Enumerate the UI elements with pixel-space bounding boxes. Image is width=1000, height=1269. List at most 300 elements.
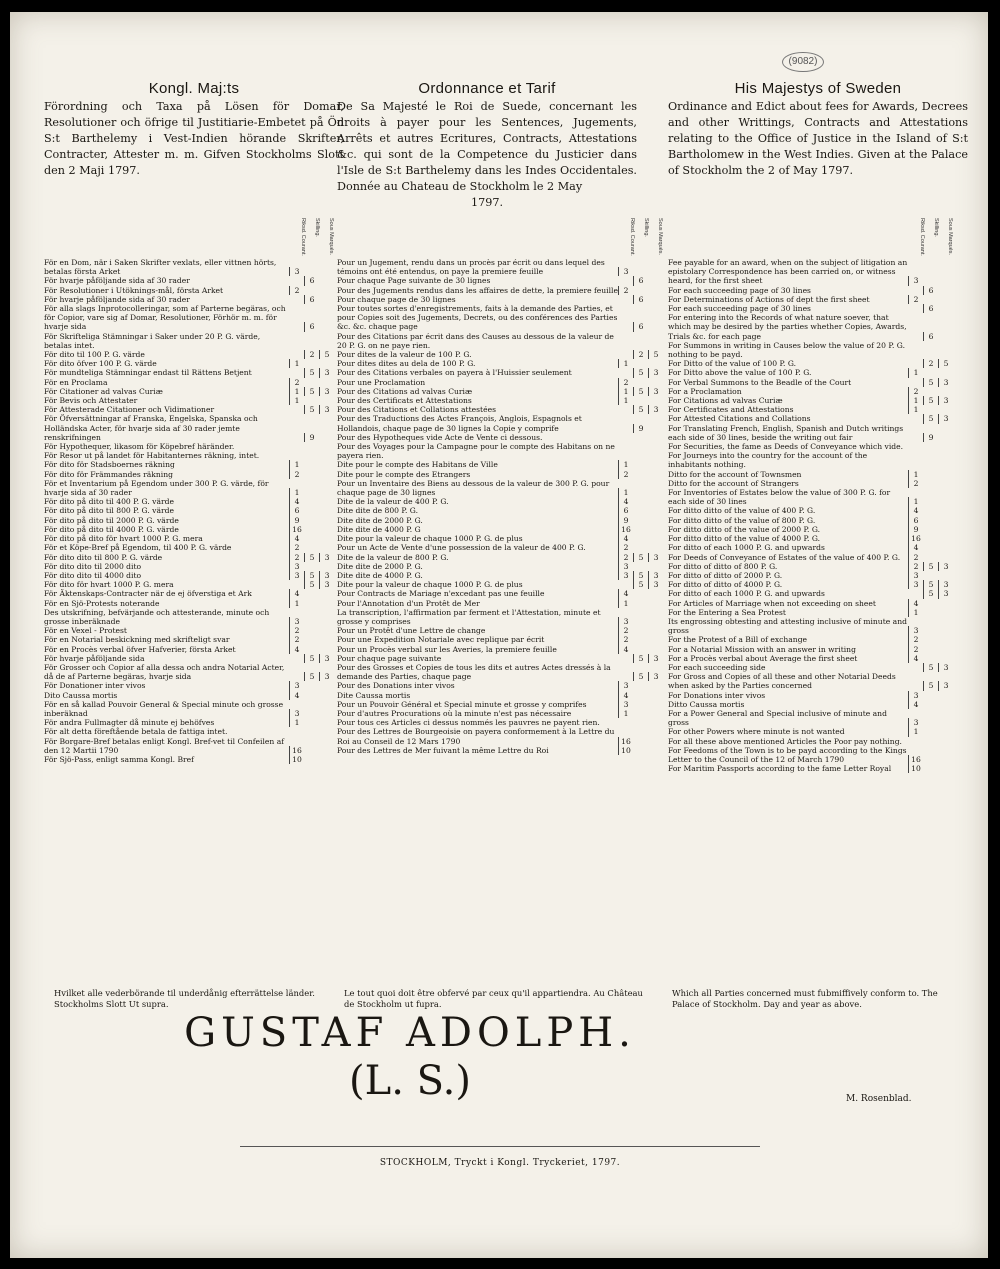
fee-row xyxy=(668,608,953,617)
fee-description: För alt detta föreftående betala de fattiga intet. xyxy=(44,727,228,737)
fee-amount: 3 xyxy=(938,580,953,589)
fee-description: För et Inventarium på Egendom under 300 P. G. värde, för hvarje sida af 30 rader xyxy=(44,478,269,498)
fee-row xyxy=(44,405,334,414)
fee-description: Pour tous ces Articles ci dessus nommés les pauvres ne payent rien. xyxy=(337,718,600,728)
fee-amount: 4 xyxy=(289,534,304,543)
fee-description: For ditto of each 1000 P. G. and upwards xyxy=(668,543,825,553)
english-header xyxy=(668,80,968,179)
fee-row xyxy=(44,516,334,525)
fee-amount: 5 xyxy=(923,589,938,598)
fee-row xyxy=(668,506,953,515)
fee-row xyxy=(668,543,953,552)
fee-description: Pour des Lettres de Bourgeoisie on payera conformement à la Lettre du Roi au Conseil de 12 Mars 1790 xyxy=(337,727,615,746)
fee-description: Pour un Protêt d'une Lettre de change xyxy=(337,626,486,636)
fee-amount: 4 xyxy=(618,497,633,506)
fee-row xyxy=(668,525,953,534)
fee-description: Pour chaque page de 30 lignes xyxy=(337,294,456,304)
english-fee-table xyxy=(668,218,953,773)
fee-amount: 3 xyxy=(908,571,923,580)
fee-row xyxy=(337,497,663,506)
fee-row xyxy=(337,589,663,598)
fee-description: För Resolutioner i Utöknings-mål, första Arket xyxy=(44,285,224,295)
fee-description: For Ditto of the value of 100 P. G. xyxy=(668,359,797,369)
fee-amount: 3 xyxy=(319,571,334,580)
fee-row xyxy=(44,332,334,350)
fee-amount: 2 xyxy=(633,350,648,359)
french-intro: De Sa Majesté le Roi de Suede, concernant les droits à payer pour les Sentences, Jugements, Arrêts et autres Ecritures, Contracts, Attestations &c. qui sont de la Competence du Justicier dans l'Isle de S:t Barthelemy dans les Indes Occidentales. Donnée au Chateau de Stockholm le 2 May 1797. xyxy=(337,100,637,209)
fee-amount: 6 xyxy=(923,332,938,341)
fee-amount: 1 xyxy=(908,497,923,506)
fee-description: For Certificates and Attestations xyxy=(668,405,794,415)
fee-description: Pour chaque page suivante xyxy=(337,653,442,663)
fee-amount: 2 xyxy=(304,350,319,359)
fee-description: Dite pour la valeur de chaque 1000 P. G. de plus xyxy=(337,580,523,590)
fee-description: För en Proclama xyxy=(44,377,108,387)
fee-row xyxy=(668,368,953,377)
fee-description: For Citations ad valvas Curiæ xyxy=(668,396,783,406)
fee-description: For ditto ditto of the value of 800 P. G. xyxy=(668,515,816,525)
fee-row xyxy=(44,755,334,764)
fee-description: För dito för Främmandes räkning xyxy=(44,469,173,479)
fee-amount: 6 xyxy=(923,304,938,313)
fee-description: For ditto of each 1000 P. G. and upwards xyxy=(668,589,825,599)
fee-amount: 5 xyxy=(633,580,648,589)
fee-amount: 5 xyxy=(648,350,663,359)
fee-description: For Summons in writing in Causes below the value of 20 P. G. nothing to be payd. xyxy=(668,340,905,360)
fee-amount: 5 xyxy=(923,396,938,405)
fee-row xyxy=(668,635,953,644)
fee-description: För dito dito til 800 P. G. värde xyxy=(44,552,163,562)
fee-row xyxy=(668,424,953,442)
fee-amount: 3 xyxy=(648,571,663,580)
fee-amount: 3 xyxy=(938,414,953,423)
fee-description: Dite dite de 800 P. G. xyxy=(337,506,419,516)
fee-row xyxy=(668,534,953,543)
fee-description: For a Procès verbal about Average the first sheet xyxy=(668,653,858,663)
fee-amount: 16 xyxy=(908,534,923,543)
fee-row xyxy=(337,700,663,709)
column-header: Skilling. xyxy=(314,218,320,237)
fee-amount: 5 xyxy=(304,654,319,663)
fee-row xyxy=(668,737,953,746)
column-header: Riksd. Courant. xyxy=(629,218,635,256)
fee-amount: 3 xyxy=(289,562,304,571)
fee-amount: 3 xyxy=(908,626,923,635)
royal-signature: GUSTAF ADOLPH. xyxy=(184,1010,636,1056)
fee-row xyxy=(44,645,334,654)
fee-description: För Sjö-Pass, enligt samma Kongl. Bref xyxy=(44,754,194,764)
french-fee-table xyxy=(337,218,663,755)
fee-row xyxy=(668,304,953,313)
fee-row xyxy=(337,433,663,442)
fee-amount: 2 xyxy=(289,378,304,387)
fee-amount: 3 xyxy=(289,571,304,580)
fee-amount: 3 xyxy=(648,368,663,377)
divider xyxy=(240,1146,760,1147)
fee-description: För andra Fullmagter då minute ej behöfves xyxy=(44,718,215,728)
fee-row xyxy=(337,332,663,350)
fee-description: För Öfversättningar af Franska, Engelska, Spanska och Holländska Acter, för hvarje sida af 30 rader jemte renskrifningen xyxy=(44,414,258,442)
fee-row xyxy=(668,663,953,672)
fee-amount: 3 xyxy=(938,378,953,387)
fee-amount: 6 xyxy=(289,506,304,515)
fee-description: Pour l'Annotation d'un Protêt de Mer xyxy=(337,598,480,608)
fee-amount: 4 xyxy=(908,654,923,663)
fee-amount: 1 xyxy=(289,460,304,469)
secretary-signature: M. Rosenblad. xyxy=(846,1094,912,1104)
fee-amount: 1 xyxy=(908,396,923,405)
fee-amount: 5 xyxy=(633,387,648,396)
fee-amount: 6 xyxy=(304,322,319,331)
fee-row xyxy=(337,608,663,626)
fee-amount: 5 xyxy=(923,580,938,589)
fee-description: För Äktenskaps-Contracter när de ej öfverstiga et Ark xyxy=(44,589,252,599)
column-headers xyxy=(668,218,953,258)
fee-description: For Determinations of Actions of dept the first sheet xyxy=(668,294,870,304)
column-header: Skilling. xyxy=(933,218,939,237)
fee-amount: 5 xyxy=(923,378,938,387)
catalog-stamp: (9082) xyxy=(782,52,824,72)
fee-description: For Verbal Summons to the Beadle of the Court xyxy=(668,377,852,387)
fee-row xyxy=(44,451,334,460)
fee-amount: 3 xyxy=(938,562,953,571)
fee-amount: 3 xyxy=(938,396,953,405)
fee-row xyxy=(44,479,334,497)
fee-amount: 3 xyxy=(618,617,633,626)
fee-amount: 10 xyxy=(908,764,923,773)
fee-amount: 3 xyxy=(618,562,633,571)
fee-row xyxy=(337,396,663,405)
fee-amount: 2 xyxy=(618,286,633,295)
fee-description: Pour un Procès verbal sur les Averies, la premiere feuille xyxy=(337,644,557,654)
fee-amount: 3 xyxy=(319,368,334,377)
fee-amount: 1 xyxy=(908,727,923,736)
column-header: Sous Marqués. xyxy=(328,218,334,255)
fee-amount: 6 xyxy=(633,276,648,285)
fee-description: For entering into the Records of what nature soever, that which may be desired by the parties whether Copies, Awards, Trials &c. for each page xyxy=(668,313,907,341)
fee-amount: 3 xyxy=(618,681,633,690)
fee-description: För en Sjö-Protests noterande xyxy=(44,598,160,608)
fee-row xyxy=(668,553,953,562)
fee-amount: 2 xyxy=(289,543,304,552)
fee-description: For each succeeding page of 30 lines xyxy=(668,304,811,314)
fee-row xyxy=(668,617,953,635)
fee-row xyxy=(337,350,663,359)
fee-amount: 16 xyxy=(289,746,304,755)
fee-amount: 6 xyxy=(923,286,938,295)
fee-row xyxy=(44,506,334,515)
fee-amount: 2 xyxy=(908,479,923,488)
fee-description: För dito på dito til 800 P. G. värde xyxy=(44,506,174,516)
fee-row xyxy=(668,580,953,589)
fee-amount: 3 xyxy=(908,580,923,589)
fee-amount: 2 xyxy=(618,553,633,562)
fee-amount: 16 xyxy=(289,525,304,534)
fee-description: For Attested Citations and Collations xyxy=(668,414,811,424)
swedish-closing: Hvilket alle vederbörande til underdånig efterrättelse länder. Stockholms Slott Ut supra. xyxy=(54,988,315,1009)
fee-row xyxy=(668,451,953,469)
fee-amount: 1 xyxy=(289,599,304,608)
fee-amount: 9 xyxy=(908,525,923,534)
fee-amount: 3 xyxy=(319,580,334,589)
fee-amount: 1 xyxy=(908,368,923,377)
fee-description: For the Entering a Sea Protest xyxy=(668,607,786,617)
fee-description: For a Power General and Special inclusive of minute and gross xyxy=(668,708,887,728)
fee-description: För dito för Stadsboernes räkning xyxy=(44,460,175,470)
fee-amount: 3 xyxy=(319,405,334,414)
fee-amount: 4 xyxy=(289,497,304,506)
fee-amount: 4 xyxy=(618,691,633,700)
fee-row xyxy=(337,663,663,681)
fee-row xyxy=(44,580,334,589)
fee-row xyxy=(337,414,663,432)
fee-description: For all these above mentioned Articles the Poor pay nothing. xyxy=(668,736,902,746)
fee-row xyxy=(44,258,334,276)
fee-row xyxy=(44,700,334,718)
fee-amount: 1 xyxy=(618,709,633,718)
fee-row xyxy=(668,286,953,295)
fee-row xyxy=(337,553,663,562)
fee-row xyxy=(668,405,953,414)
fee-row xyxy=(668,516,953,525)
fee-rows xyxy=(44,258,334,764)
fee-description: For a Notarial Mission with an answer in writing xyxy=(668,644,856,654)
fee-row xyxy=(44,681,334,690)
fee-amount: 6 xyxy=(304,276,319,285)
fee-row xyxy=(668,396,953,405)
fee-description: Pour des Grosses et Copies de tous les dits et autres Actes dressés à la demande des Parties, chaque page xyxy=(337,662,611,682)
fee-amount: 5 xyxy=(923,414,938,423)
fee-row xyxy=(337,368,663,377)
fee-row xyxy=(337,709,663,718)
fee-amount: 5 xyxy=(304,580,319,589)
fee-row xyxy=(44,304,334,332)
fee-amount: 4 xyxy=(908,506,923,515)
fee-amount: 1 xyxy=(289,359,304,368)
fee-row xyxy=(337,571,663,580)
fee-row xyxy=(337,378,663,387)
fee-description: Pour des Citations par écrit dans des Causes au dessous de la valeur de 20 P. G. on ne paye rien. xyxy=(337,331,614,350)
fee-amount: 1 xyxy=(618,599,633,608)
fee-row xyxy=(668,727,953,736)
fee-amount: 1 xyxy=(908,608,923,617)
fee-description: Ditto Caussa mortis xyxy=(668,699,745,709)
fee-row xyxy=(44,368,334,377)
column-headers xyxy=(44,218,334,258)
swedish-header xyxy=(44,80,344,179)
fee-row xyxy=(668,562,953,571)
fee-row xyxy=(668,442,953,451)
fee-row xyxy=(44,497,334,506)
fee-description: For Donations inter vivos xyxy=(668,690,766,700)
fee-row xyxy=(44,286,334,295)
fee-description: For ditto ditto of the value of 2000 P. G. xyxy=(668,524,821,534)
fee-row xyxy=(337,258,663,276)
fee-amount: 2 xyxy=(289,470,304,479)
fee-row xyxy=(337,460,663,469)
fee-description: För dito dito til 2000 dito xyxy=(44,561,142,571)
fee-description: För hvarje påföljande sida af 30 rader xyxy=(44,294,190,304)
fee-description: Pour un Jugement, rendu dans un procès par écrit ou dans lequel des témoins ont été entendus, on paye la premiere feuille xyxy=(337,258,605,277)
fee-row xyxy=(44,626,334,635)
fee-amount: 1 xyxy=(289,488,304,497)
fee-description: Dite de la valeur de 800 P. G. xyxy=(337,552,449,562)
fee-description: För alla slags Inprotocolleringar, som af Parterne begäras, och för Copior, vare sig af Domar, Resolutioner, Förhör m. m. för hvarje sida xyxy=(44,304,286,332)
fee-row xyxy=(44,562,334,571)
fee-description: Fee payable for an award, when on the subject of litigation an epistolary Correspondence has been carried on, or witness heard, for the first sheet xyxy=(668,258,908,286)
fee-amount: 4 xyxy=(618,589,633,598)
fee-description: För en så kallad Pouvoir General & Special minute och grosse inberäknad xyxy=(44,699,284,718)
fee-row xyxy=(668,746,953,764)
fee-row xyxy=(337,286,663,295)
column-header: Skilling. xyxy=(643,218,649,237)
fee-description: För et Köpe-Bref på Egendom, til 400 P. G. värde xyxy=(44,543,232,553)
fee-amount: 3 xyxy=(648,580,663,589)
fee-amount: 1 xyxy=(289,396,304,405)
fee-amount: 5 xyxy=(304,387,319,396)
fee-description: Pour Contracts de Mariage n'excedant pas une feuille xyxy=(337,589,545,599)
fee-description: För Attesterade Citationer och Vidimationer xyxy=(44,405,215,415)
swedish-title: Kongl. Maj:ts xyxy=(148,80,240,97)
fee-row xyxy=(337,359,663,368)
french-closing: Le tout quoi doit être obfervé par ceux qu'il appartiendra. Au Château de Stockholm ut fupra. xyxy=(344,988,643,1009)
fee-amount: 9 xyxy=(289,516,304,525)
column-header: Riksd. Courant. xyxy=(300,218,306,256)
printer-line: STOCKHOLM, Tryckt i Kongl. Tryckeriet, 1797. xyxy=(379,1158,621,1168)
fee-description: For ditto of ditto of 800 P. G. xyxy=(668,561,778,571)
fee-amount: 5 xyxy=(633,368,648,377)
fee-row xyxy=(337,470,663,479)
fee-description: Pour des Donations inter vivos xyxy=(337,681,455,691)
fee-amount: 5 xyxy=(633,571,648,580)
fee-description: För dito på dito til 2000 P. G. värde xyxy=(44,515,179,525)
column-header: Sous Marqués. xyxy=(947,218,953,255)
fee-row xyxy=(337,562,663,571)
fee-row xyxy=(44,553,334,562)
swedish-intro: Förordning och Taxa på Lösen för Domar, Resolutioner och öfrige til Justitiarie-Embetet på Ön S:t Barthelemy i Vest-Indien hörande Skrifter, Contracter, Attester m. m. Gifven Stockholms Slott den 2 Maji 1797. xyxy=(44,100,344,177)
fee-amount: 5 xyxy=(923,681,938,690)
fee-amount: 4 xyxy=(289,589,304,598)
fee-description: Pour des Traductions des Actes François, Anglois, Espagnols et Hollandois, chaque page de 30 lignes la Copie y comprife xyxy=(337,414,582,433)
fee-description: Dite de la valeur de 400 P. G. xyxy=(337,497,449,507)
fee-row xyxy=(337,525,663,534)
fee-amount: 16 xyxy=(618,525,633,534)
fee-description: For a Proclamation xyxy=(668,386,742,396)
fee-row xyxy=(44,543,334,552)
fee-description: För dito på dito til 400 P. G. värde xyxy=(44,497,174,507)
fee-amount: 2 xyxy=(923,359,938,368)
fee-description: Pour des Citations ad valvas Curiæ xyxy=(337,386,473,396)
fee-row xyxy=(337,405,663,414)
fee-amount: 3 xyxy=(319,387,334,396)
fee-amount: 3 xyxy=(938,589,953,598)
fee-amount: 4 xyxy=(289,645,304,654)
fee-description: För hvarje påföljande sida xyxy=(44,653,145,663)
fee-row xyxy=(337,304,663,332)
fee-description: For ditto of ditto of 4000 P. G. xyxy=(668,580,783,590)
fee-description: Ditto for the account of Townsmen xyxy=(668,469,802,479)
fee-amount: 2 xyxy=(908,387,923,396)
fee-amount: 1 xyxy=(618,460,633,469)
fee-amount: 3 xyxy=(648,405,663,414)
fee-amount: 1 xyxy=(618,359,633,368)
fee-description: För en Vexel - Protest xyxy=(44,626,127,636)
fee-amount: 2 xyxy=(908,635,923,644)
fee-row xyxy=(337,506,663,515)
fee-row xyxy=(44,654,334,663)
fee-rows xyxy=(668,258,953,773)
fee-description: För hvarje påföljande sida af 30 rader xyxy=(44,276,190,286)
fee-row xyxy=(337,635,663,644)
fee-row xyxy=(44,442,334,451)
fee-amount: 5 xyxy=(923,562,938,571)
fee-row xyxy=(668,645,953,654)
fee-description: Pour des Certificats et Attestations xyxy=(337,396,472,406)
fee-amount: 3 xyxy=(908,276,923,285)
fee-description: Pour toutes sortes d'enregistrements, faits à la demande des Parties, et pour Copies soit des Jugements, Decrets, ou des conférences des Parties &c. &c. chaque page xyxy=(337,304,618,332)
fee-description: Pour des Lettres de Mer fuivant la même Lettre du Roi xyxy=(337,745,549,755)
fee-description: Dite pour la valeur de chaque 1000 P. G. de plus xyxy=(337,534,523,544)
fee-row xyxy=(668,479,953,488)
fee-description: For ditto ditto of the value of 4000 P. G. xyxy=(668,534,821,544)
fee-row xyxy=(337,746,663,755)
fee-description: La transcription, l'affirmation par ferment et l'Attestation, minute et grosse y comprises xyxy=(337,607,601,626)
fee-row xyxy=(668,764,953,773)
fee-amount: 2 xyxy=(289,635,304,644)
fee-row xyxy=(337,727,663,745)
fee-amount: 1 xyxy=(618,488,633,497)
fee-amount: 6 xyxy=(633,295,648,304)
fee-amount: 3 xyxy=(319,672,334,681)
fee-amount: 4 xyxy=(908,700,923,709)
fee-description: För Borgare-Bref betalas enligt Kongl. Bref-vet til Confeilen af den 12 Martii 1790 xyxy=(44,736,285,755)
fee-row xyxy=(44,295,334,304)
fee-amount: 2 xyxy=(618,543,633,552)
fee-amount: 2 xyxy=(908,295,923,304)
fee-description: För mundteliga Stämningar endast til Rättens Betjent xyxy=(44,368,252,378)
fee-row xyxy=(668,571,953,580)
fee-amount: 16 xyxy=(908,755,923,764)
english-closing: Which all Parties concerned must fubmiffively conform to. The Palace of Stockholm. Day and year as above. xyxy=(672,988,938,1009)
fee-row xyxy=(668,709,953,727)
fee-amount: 5 xyxy=(304,368,319,377)
fee-row xyxy=(44,460,334,469)
fee-row xyxy=(44,396,334,405)
fee-description: Dite Caussa mortis xyxy=(337,690,411,700)
fee-row xyxy=(337,516,663,525)
fee-row xyxy=(668,313,953,341)
fee-amount: 5 xyxy=(923,663,938,672)
fee-row xyxy=(44,378,334,387)
fee-description: Pour des Jugements rendus dans les affaires de dette, la premiere feuille xyxy=(337,285,618,295)
fee-amount: 2 xyxy=(618,626,633,635)
fee-row xyxy=(44,635,334,644)
fee-amount: 4 xyxy=(908,543,923,552)
fee-amount: 2 xyxy=(289,626,304,635)
fee-description: For Ditto above the value of 100 P. G. xyxy=(668,368,812,378)
fee-amount: 2 xyxy=(908,553,923,562)
fee-row xyxy=(668,599,953,608)
english-title: His Majestys of Sweden xyxy=(734,80,902,97)
fee-amount: 4 xyxy=(618,645,633,654)
fee-row xyxy=(44,359,334,368)
fee-amount: 9 xyxy=(618,516,633,525)
fee-amount: 3 xyxy=(648,654,663,663)
fee-description: For Journeys into the country for the account of the inhabitants nothing. xyxy=(668,451,868,470)
fee-description: Pour des Citations et Collations attestées xyxy=(337,405,496,415)
fee-description: Pour dites de la valeur de 100 P. G. xyxy=(337,350,472,360)
fee-amount: 3 xyxy=(648,672,663,681)
